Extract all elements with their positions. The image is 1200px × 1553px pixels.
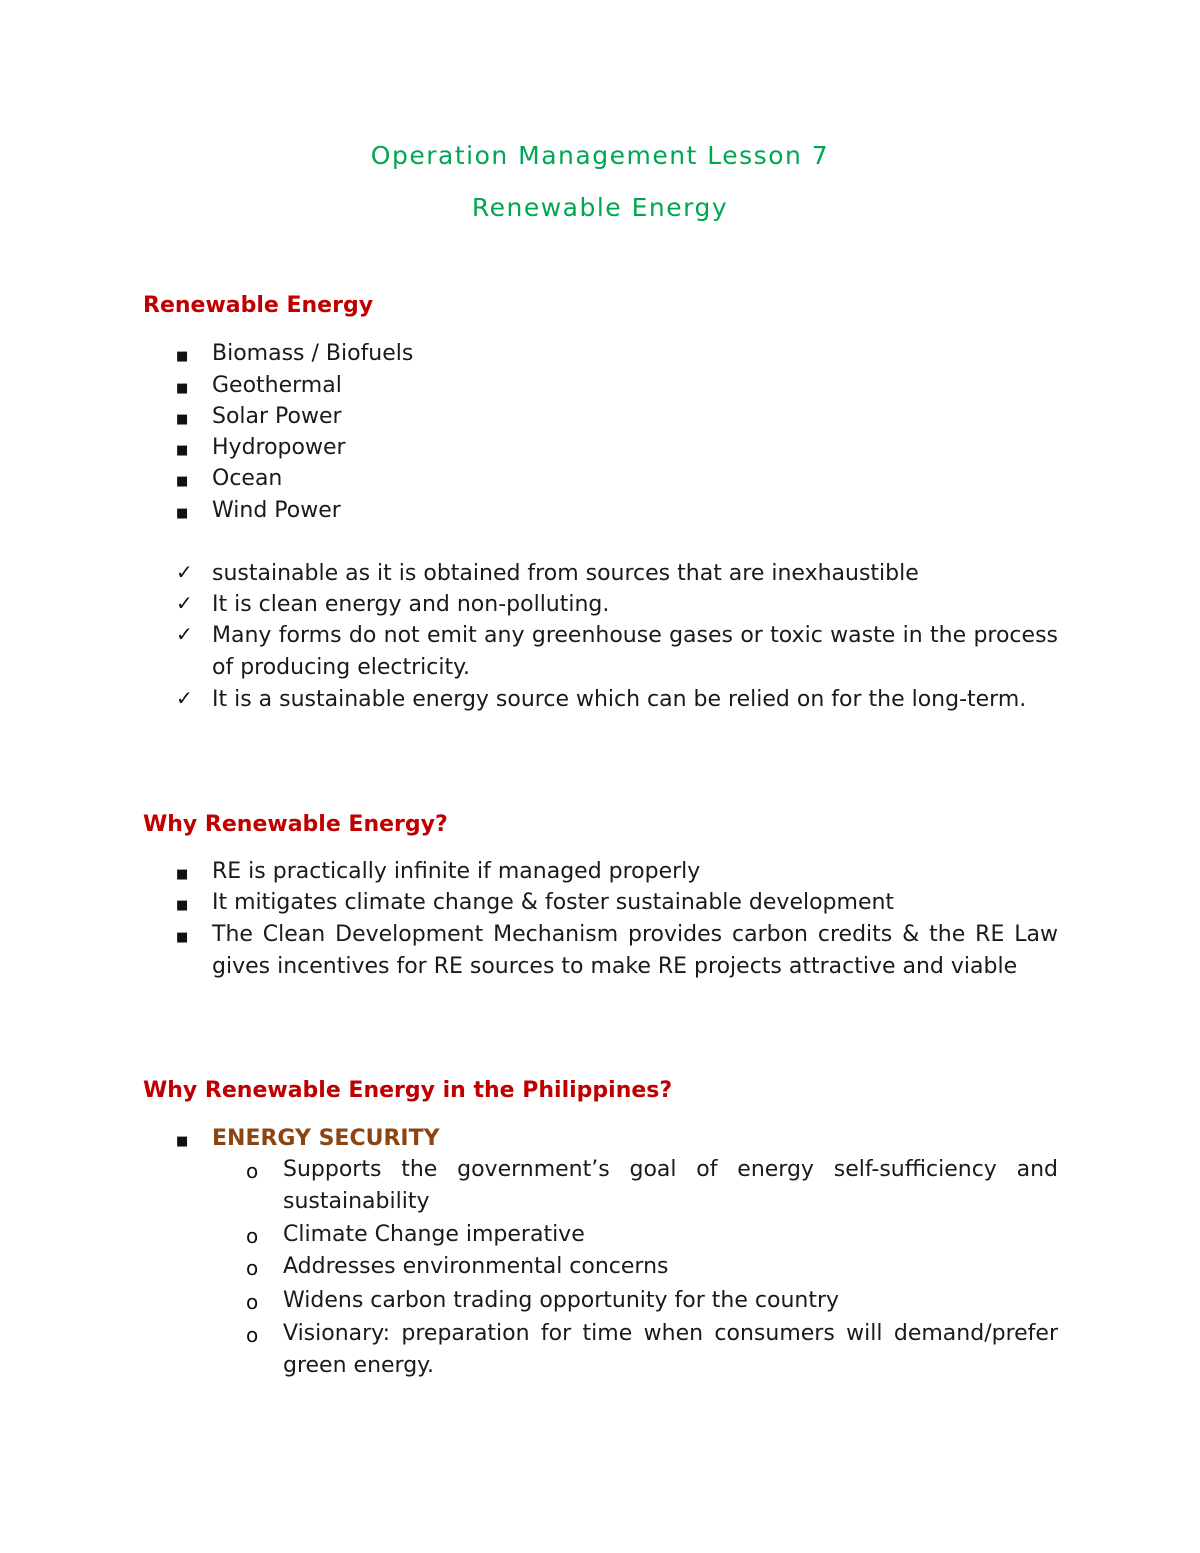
checkmark-icon: ✓ bbox=[176, 686, 193, 710]
square-bullet-icon: ■ bbox=[176, 412, 189, 427]
document-title: Operation Management Lesson 7 bbox=[370, 141, 830, 170]
square-bullet-icon: ■ bbox=[176, 930, 189, 945]
circle-bullet-icon: o bbox=[246, 1159, 259, 1183]
square-bullet-icon: ■ bbox=[176, 381, 189, 396]
circle-bullet-icon: o bbox=[246, 1290, 259, 1314]
square-bullet-icon: ■ bbox=[176, 474, 189, 489]
square-bullet-icon: ■ bbox=[176, 349, 189, 364]
circle-bullet-icon: o bbox=[246, 1323, 259, 1347]
document-subtitle: Renewable Energy bbox=[471, 193, 729, 222]
checkmark-icon: ✓ bbox=[176, 622, 193, 646]
square-bullet-icon: ■ bbox=[176, 1134, 189, 1149]
section-heading: Why Renewable Energy in the Philippines? bbox=[143, 1078, 673, 1103]
square-bullet-icon: ■ bbox=[176, 867, 189, 882]
circle-bullet-icon: o bbox=[246, 1256, 259, 1280]
checkmark-icon: ✓ bbox=[176, 591, 193, 615]
square-bullet-icon: ■ bbox=[176, 898, 189, 913]
square-bullet-icon: ■ bbox=[176, 443, 189, 458]
square-bullet-icon: ■ bbox=[176, 506, 189, 521]
document-page: Operation Management Lesson 7 Renewable Energy Renewable Energy ■ Biomass / Biofuels ■ Geothermal ■ Solar Power ■ Hydropower ■ Ocean ■ Wind Power ✓ sustainable as it is obtained from sources that are inexhaustible ✓ It is clean energy and non-polluting. ✓ Many forms do not emit any greenhouse gases or toxic waste in the process of producing electricity. ✓ It is a sustainable energy source which can be relied on for the long-term. Why Renewable Energy? ■ RE is practically infinite if managed properly ■ It mitigates climate change & foster sustainable development ■ The Clean Development Mechanism provides carbon credits & the RE Law gives incentives for RE sources to make RE projects attractive and viable Why Renewable Energy in the Philippines? ■ ENERGY SECURITY o Supports the government’s goal of energy self-sufficiency and sustainability o Climate Change imperative o Addresses environmental concerns o Widens carbon trading opportunity for the country o Visionary: preparation for time when consumers will demand/prefer green energy. bbox=[0, 0, 1200, 1553]
section-heading: Why Renewable Energy? bbox=[143, 812, 448, 837]
circle-bullet-icon: o bbox=[246, 1224, 259, 1248]
section-heading: Renewable Energy bbox=[143, 293, 374, 318]
checkmark-icon: ✓ bbox=[176, 560, 193, 584]
